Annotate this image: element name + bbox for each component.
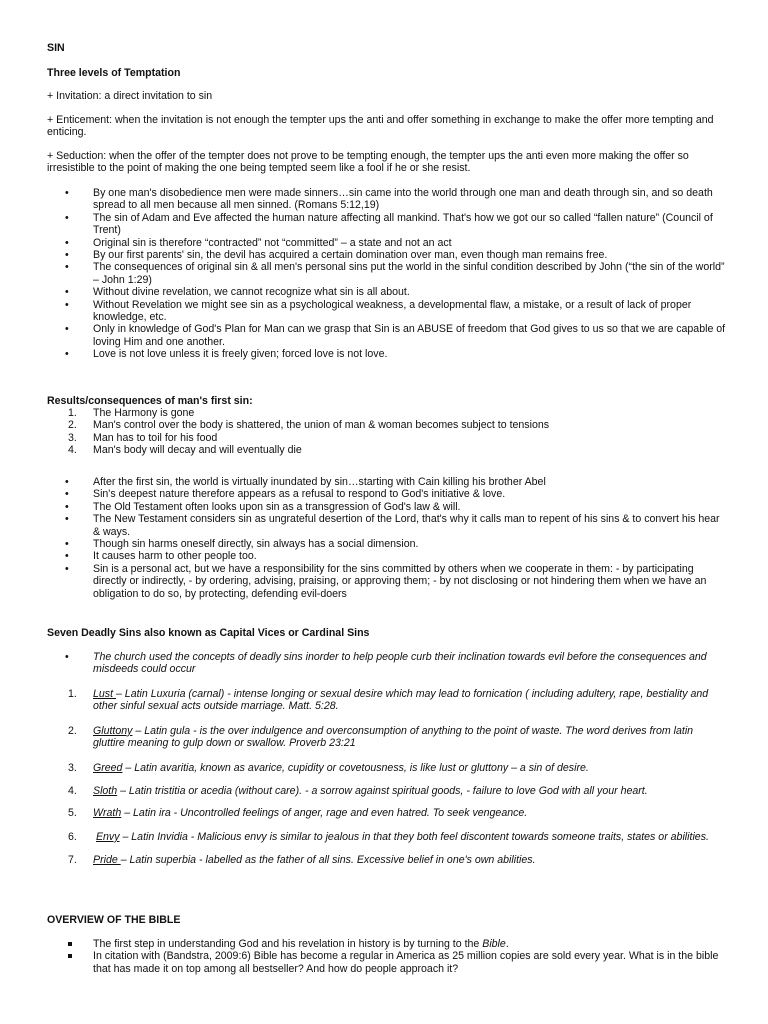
list-item: 1. Lust – Latin Luxuria (carnal) - intense longing or sexual desire which may lead to fornication ( including adultery, rape, bestiality and other sinful sexual acts outside marriage. Matt. 5:28. [68, 688, 709, 713]
bullet-icon: • [65, 651, 69, 663]
bullet-icon: • [65, 261, 69, 274]
list-item: • The sin of Adam and Eve affected the human nature affecting all mankind. That's how we got our so called “fallen nature” (Council of Trent) [65, 211, 713, 237]
temptation-heading: Three levels of Temptation [47, 67, 181, 79]
bullet-icon: • [65, 249, 69, 262]
list-item: 3. Greed – Latin avaritia, known as avarice, cupidity or covetousness, is like lust or gluttony – a sin of desire. [68, 761, 589, 774]
temptation-enticement: + Enticement: when the invitation is not enough the tempter ups the anti and offer something in exchange to make the offer more tempting and enticing. [47, 114, 714, 139]
sin-name: Pride [93, 854, 121, 867]
list-item: • The church used the concepts of deadly sins inorder to help people curb their inclination towards evil before the consequences and misdeeds could occur [65, 651, 707, 676]
bullet-icon: • [65, 488, 69, 501]
bullet-icon: • [65, 286, 69, 299]
page-title: SIN [47, 42, 65, 54]
list-item: • Sin is a personal act, but we have a responsibility for the sins committed by others when we cooperate in them: - by participating directly or indirectly, - by ordering, advising, praising, or approving them; - by not disclosing or not hindering them when we have an obligation to do so, by protecting, defending evil-doers [65, 562, 707, 600]
sin-name: Lust [93, 688, 116, 700]
list-item: • Original sin is therefore “contracted” not “committed” – a state and not an act [65, 236, 452, 249]
list-item: 2. Man's control over the body is shattered, the union of man & woman becomes subject to tensions [68, 419, 550, 432]
sin-name: Gluttony [93, 724, 133, 737]
list-item: • The Old Testament often looks upon sin as a transgression of God's law & will. [65, 500, 461, 513]
list-item: • Sin's deepest nature therefore appears as a refusal to respond to God's initiative & love. [65, 488, 506, 501]
bullet-icon: • [65, 236, 69, 249]
list-item: • Without Revelation we might see sin as a psychological weakness, a developmental flaw, a mistake, or a result of lack of proper knowledge, etc. [65, 298, 692, 324]
bullet-icon: • [65, 323, 69, 336]
list-item: • By our first parents' sin, the devil has acquired a certain domination over man, even though man remains free. [65, 249, 608, 262]
sin-name: Envy [95, 830, 120, 843]
list-item: • By one man's disobedience men were made sinners…sin came into the world through one man and death through sin, and so death spread to all men because all men sinned. (Romans 5:12,19) [65, 187, 713, 212]
list-item: In citation with (Bandstra, 2009:6) Bible has become a regular in America as 25 million copies are sold every year. What is in the bible that has made it on top among all bestseller? And how do people approach it? [47, 950, 727, 975]
bullet-icon: • [65, 211, 69, 224]
list-item: • Only in knowledge of God's Plan for Man can we grasp that Sin is an ABUSE of freedom that God gives to us so that we are capable of loving Him and one another. [65, 323, 726, 348]
bullet-icon: • [65, 562, 69, 575]
bullet-icon: • [65, 513, 69, 526]
square-bullet-icon [68, 942, 72, 946]
results-list [47, 407, 727, 457]
list-item: • Love is not love unless it is freely given; forced love is not love. [65, 348, 388, 361]
sin-name: Greed [93, 761, 123, 774]
list-item: • The New Testament considers sin as ungrateful desertion of the Lord, that's why it calls man to repent of his sins & to convert his hear & ways. [65, 513, 720, 538]
list-item: 7. Pride – Latin superbia - labelled as the father of all sins. Excessive belief in one's own abilities. [68, 854, 536, 867]
deadly-sins-list [47, 688, 727, 867]
bullet-icon: • [65, 550, 69, 563]
deadly-sins-heading: Seven Deadly Sins also known as Capital Vices or Cardinal Sins [47, 627, 370, 639]
list-item: • After the first sin, the world is virtually inundated by sin…starting with Cain killing his brother Abel [65, 476, 546, 488]
list-item: • It causes harm to other people too. [65, 550, 257, 563]
list-item: 3. Man has to toil for his food [68, 431, 218, 444]
results-heading: Results/consequences of man's first sin: [47, 395, 253, 407]
list-item: The first step in understanding God and his revelation in history is by turning to the Bible. [47, 938, 727, 950]
temptation-invitation: + Invitation: a direct invitation to sin [47, 90, 213, 102]
sin-name: Sloth [93, 785, 118, 798]
bullet-icon: • [65, 500, 69, 513]
list-item: • The consequences of original sin & all men's personal sins put the world in the sinful condition described by John (“the sin of the world” – John 1:29) [65, 261, 725, 286]
bible-heading: OVERVIEW OF THE BIBLE [47, 914, 181, 926]
bullet-icon: • [65, 538, 69, 551]
list-item: 6. Envy – Latin Invidia - Malicious envy is similar to jealous in that they both feel discontent towards someone traits, states or abilities. [68, 830, 709, 843]
bullet-icon: • [65, 476, 69, 488]
list-item: • Though sin harms oneself directly, sin always has a social dimension. [65, 538, 419, 551]
sin-name: Wrath [93, 807, 122, 820]
list-item: 4. Man's body will decay and will eventually die [68, 444, 302, 457]
temptation-seduction: + Seduction: when the offer of the tempter does not prove to be tempting enough, the tempter ups the anti even more making the offer so irresistible to the point of making the one being tempted seem like a fool if he or she resist. [47, 150, 689, 175]
list-item: 4. Sloth – Latin tristitia or acedia (without care). - a sorrow against spiritual goods, - failure to love God with all your heart. [68, 785, 648, 798]
list-item: 1. The Harmony is gone [68, 407, 195, 419]
deadly-sins-intro [47, 651, 727, 676]
bullet-icon: • [65, 187, 69, 199]
bullet-list-original-sin [47, 187, 727, 361]
bullet-icon: • [65, 298, 69, 311]
bullet-list-after-sin [47, 476, 727, 600]
list-item: 5. Wrath – Latin ira - Uncontrolled feelings of anger, rage and even hatred. To seek vengeance. [68, 807, 528, 820]
bible-list [47, 938, 727, 975]
square-bullet-icon [68, 954, 72, 958]
bullet-icon: • [65, 348, 69, 361]
list-item: 2. Gluttony – Latin gula - is the over indulgence and overconsumption of anything to the point of waste. The word derives from latin gluttire meaning to gulp down or swallow. Proverb 23:21 [68, 724, 694, 750]
list-item: • Without divine revelation, we cannot recognize what sin is all about. [65, 286, 410, 299]
